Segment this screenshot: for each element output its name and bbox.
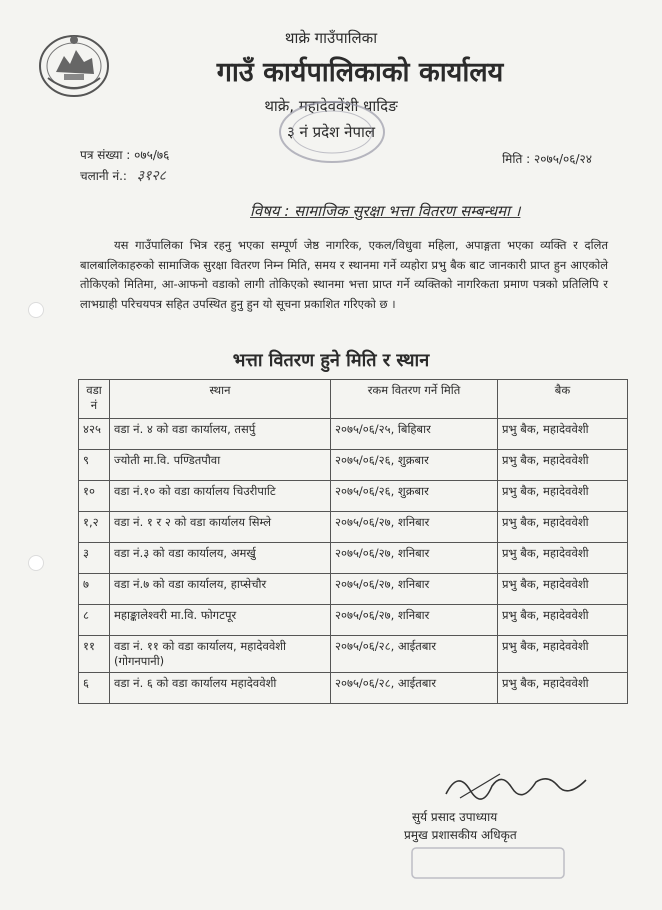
cell-bank: प्रभु बैक, महादेववेशी: [498, 450, 628, 481]
cell-date: २०७५/०६/२८, आईतबार: [331, 673, 498, 704]
dispatch-number: [80, 166, 166, 185]
header-ward: वडा नं: [79, 380, 110, 419]
cell-date: २०७५/०६/२८, आईतबार: [331, 636, 498, 673]
cell-ward: ८: [79, 605, 110, 636]
signatory-title: प्रमुख प्रशासकीय अधिकृत: [404, 828, 517, 842]
cell-ward: ९: [79, 450, 110, 481]
distribution-schedule-table: [78, 379, 628, 704]
municipality-name: थाक्रे गाउँपालिका: [284, 29, 378, 47]
cell-date: २०७५/०६/२६, शुक्रबार: [331, 450, 498, 481]
cell-bank: प्रभु बैक, महादेववेशी: [498, 543, 628, 574]
letter-date: [502, 150, 592, 167]
cell-date: २०७५/०६/२७, शनिबार: [331, 574, 498, 605]
table-row: [79, 605, 628, 636]
cell-ward: १०: [79, 481, 110, 512]
header-date: रकम वितरण गर्ने मिति: [331, 380, 498, 419]
cell-place: वडा नं.१० को वडा कार्यालय चिउरीपाटि: [110, 481, 331, 512]
cell-bank: प्रभु बैक, महादेववेशी: [498, 605, 628, 636]
cell-bank: प्रभु बैक, महादेववेशी: [498, 673, 628, 704]
cell-ward: ६: [79, 673, 110, 704]
cell-date: २०७५/०६/२७, शनिबार: [331, 543, 498, 574]
cell-date: २०७५/०६/२७, शनिबार: [331, 512, 498, 543]
letter-date-value: २०७५/०६/२४: [533, 152, 592, 166]
cell-bank: प्रभु बैक, महादेववेशी: [498, 574, 628, 605]
table-row: [79, 636, 628, 673]
cell-place: वडा नं. ६ को वडा कार्यालय महादेववेशी: [110, 673, 331, 704]
letter-date-label: मिति :: [502, 152, 531, 166]
office-stamp: [276, 98, 388, 166]
table-body: [79, 419, 628, 704]
dispatch-number-value: ३१२८: [136, 168, 166, 184]
cell-date: २०७५/०६/२६, शुक्रबार: [331, 481, 498, 512]
dispatch-number-label: चलानी नं.:: [80, 169, 127, 183]
cell-bank: प्रभु बैक, महादेववेशी: [498, 512, 628, 543]
cell-place: महाङ्कालेश्वरी मा.वि. फोगटपूर: [110, 605, 331, 636]
signatory-name: सुर्य प्रसाद उपाध्याय: [412, 810, 498, 824]
table-row: [79, 481, 628, 512]
cell-bank: प्रभु बैक, महादेववेशी: [498, 481, 628, 512]
officer-stamp: [408, 834, 568, 884]
cell-ward: ११: [79, 636, 110, 673]
office-province: ३ नं प्रदेश नेपाल: [286, 123, 376, 141]
punch-hole: [28, 302, 44, 318]
notice-body: यस गाउँपालिका भित्र रहनु भएका सम्पूर्ण जेष्ठ नागरिक, एकल/विधुवा महिला, अपाङ्गता भएका व्यक्ति र दलित बालबालिकाहरुको सामाजिक सुरक्षा वितरण निम्न मिति, समय र स्थानमा गर्ने व्यहोरा प्रभु बैक बाट जानकारी प्राप्त हुन आएकोले तोकिएको मितिमा, आ-आफनो वडाको लागी तोकिएको स्थानमा भत्ता प्राप्त गर्ने व्यक्तिको नागरिकता प्रमाण पत्रको प्रतिलिपि र लाभग्राही परिचयपत्र सहित उपस्थित हुनु हुन यो सूचना प्रकाशित गरिएको छ ।: [80, 238, 608, 311]
table-header-row: [79, 380, 628, 419]
table-row: [79, 673, 628, 704]
punch-hole: [28, 555, 44, 571]
cell-place: वडा नं. ११ को वडा कार्यालय, महादेववेशी (गोगनपानी): [110, 636, 331, 673]
header-place: स्थान: [110, 380, 331, 419]
cell-date: २०७५/०६/२७, शनिबार: [331, 605, 498, 636]
header-bank: बैक: [498, 380, 628, 419]
table-row: [79, 574, 628, 605]
cell-ward: १,२: [79, 512, 110, 543]
table-row: [79, 543, 628, 574]
cell-bank: प्रभु बैक, महादेववेशी: [498, 636, 628, 673]
cell-ward: ४२५: [79, 419, 110, 450]
cell-place: ज्योती मा.वि. पण्डितपौवा: [110, 450, 331, 481]
cell-place: वडा नं. ४ को वडा कार्यालय, तसर्पु: [110, 419, 331, 450]
cell-bank: प्रभु बैक, महादेववेशी: [498, 419, 628, 450]
table-row: [79, 512, 628, 543]
cell-place: वडा नं.३ को वडा कार्यालय, अमर्खु: [110, 543, 331, 574]
office-address: थाक्रे, महादेववेंशी धादिङ: [264, 97, 398, 115]
table-row: [79, 450, 628, 481]
cell-date: २०७५/०६/२५, बिहिबार: [331, 419, 498, 450]
office-title: गाउँ कार्यपालिकाको कार्यालय: [216, 57, 504, 88]
letter-subject: विषय : सामाजिक सुरक्षा भत्ता वितरण सम्बन्धमा ।: [250, 202, 521, 220]
cell-place: वडा नं. १ र २ को वडा कार्यालय सिम्ले: [110, 512, 331, 543]
cell-ward: ३: [79, 543, 110, 574]
handwritten-signature: [440, 764, 590, 804]
letter-number-value: ०७५/७६: [134, 148, 170, 162]
cell-ward: ७: [79, 574, 110, 605]
table-row: [79, 419, 628, 450]
cell-place: वडा नं.७ को वडा कार्यालय, हाप्सेचौर: [110, 574, 331, 605]
letter-number: [80, 146, 169, 163]
table-title: भत्ता वितरण हुने मिति र स्थान: [232, 350, 430, 371]
letter-number-label: पत्र संख्या :: [80, 148, 131, 162]
